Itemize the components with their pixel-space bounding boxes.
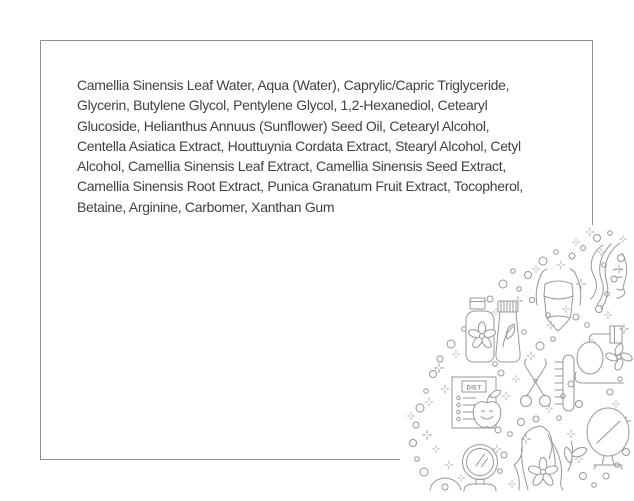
woman-hair-flower-icon: [514, 426, 587, 490]
ingredients-text: [77, 75, 523, 217]
woman-face-icon: [591, 243, 627, 309]
comb-icon: [555, 355, 574, 411]
bikini-body-icon: [536, 269, 581, 331]
ingredients-line: Centella Asiatica Extract, Houttuynia Cordata Extract, Stearyl Alcohol, Cetyl: [77, 137, 521, 154]
ingredients-line: Glucoside, Helianthus Annuus (Sunflower) Seed Oil, Cetearyl Alcohol,: [77, 117, 490, 134]
vanity-mirror-icon: [587, 408, 629, 469]
beauty-icons-svg: [400, 225, 634, 501]
diet-label: DIET: [466, 385, 482, 392]
pinwheel-flower-icon: [605, 343, 634, 372]
ingredients-line: Glycerin, Butylene Glycol, Pentylene Glycol, 1,2-Hexanediol, Cetearyl: [77, 97, 488, 114]
ingredients-line: Betaine, Arginine, Carbomer, Xanthan Gum: [77, 198, 335, 215]
compact-mirror-icon: [463, 445, 498, 492]
beauty-illustration: [400, 225, 634, 501]
cosmetic-tube-icon: [496, 301, 520, 362]
ingredients-line: Camellia Sinensis Leaf Water, Aqua (Water), Caprylic/Capric Triglyceride,: [77, 77, 510, 93]
scissors-icon: [521, 359, 551, 407]
ingredients-line: Alcohol, Camellia Sinensis Leaf Extract, Camellia Sinensis Seed Extract,: [77, 158, 506, 175]
ingredients-line: Camellia Sinensis Root Extract, Punica Granatum Fruit Extract, Tocopherol,: [77, 178, 523, 195]
